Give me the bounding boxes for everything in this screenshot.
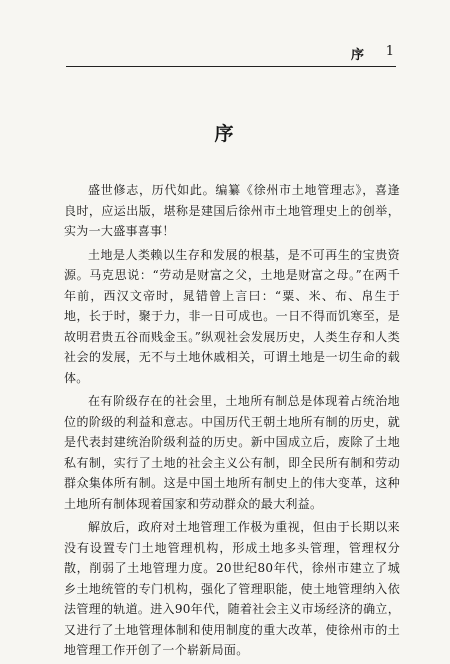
body-text <box>64 180 400 664</box>
paragraph: 土地是人类赖以生存和发展的根基，是不可再生的宝贵资源。马克思说：“劳动是财富之父，土地是财富之母。”在两千年前，西汉文帝时，晁错曾上言曰：“粟、米、布、帛生于地，长于时，聚于力，非一日可成也。一日不得而饥寒至，是故明君贵五谷而贱金玉。”纵观社会发展历史，人类生存和人类社会的发展，无不与土地休戚相关，可谓土地是一切生命的载体。 <box>64 247 400 385</box>
running-header-title: 序 <box>350 48 364 63</box>
page-number: 1 <box>385 44 394 59</box>
paragraph: 盛世修志，历代如此。编纂《徐州市土地管理志》，喜逢良时，应运出版，堪称是建国后徐州市土地管理史上的创举，实为一大盛事喜事！ <box>64 183 400 238</box>
page-title: 序 <box>214 123 236 145</box>
paragraph: 解放后，政府对土地管理工作极为重视，但由于长期以来没有设置专门土地管理机构，形成土地多头管理，管理权分散，削弱了土地管理力度。20世纪80年代，徐州市建立了城乡土地统管的专门机构，强化了管理职能，使土地管理纳入依法管理的轨道。进入90年代，随着社会主义市场经济的确立，又进行了土地管理体制和使用制度的重大改革，使徐州市的土地管理工作开创了一个崭新局面。 <box>64 520 400 657</box>
paragraph: 在有阶级存在的社会里，土地所有制总是体现着占统治地位的阶级的利益和意志。中国历代王朝土地所有制的历史，就是代表封建统治阶级利益的历史。新中国成立后，废除了土地私有制，实行了土地的社会主义公有制，即全民所有制和劳动群众集体所有制。这是中国土地所有制史上的伟大变革，这种土地所有制体现着国家和劳动群众的最大利益。 <box>64 394 400 511</box>
running-header <box>66 40 396 67</box>
